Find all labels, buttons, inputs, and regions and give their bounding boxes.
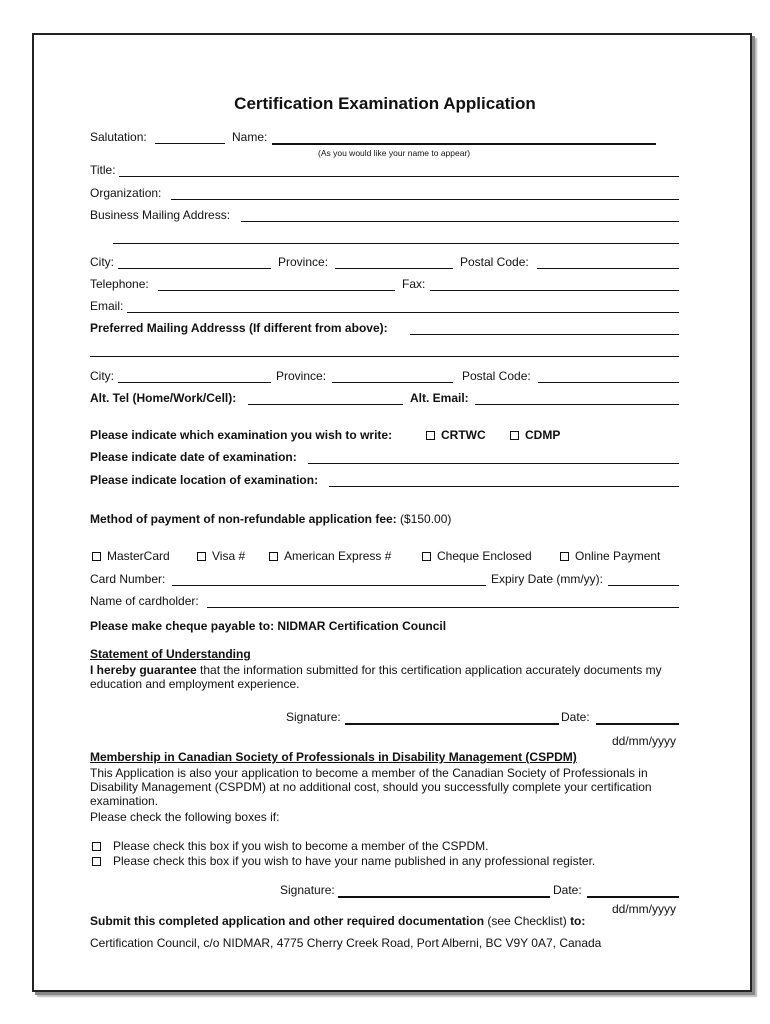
statement-date-label: Date: — [561, 710, 590, 724]
submit-bold: Submit this completed application and other required documentation — [90, 914, 485, 928]
city-field[interactable] — [118, 268, 271, 269]
organization-field[interactable] — [171, 199, 679, 200]
postal-code2-label: Postal Code: — [462, 369, 531, 383]
alt-email-field[interactable] — [475, 404, 679, 405]
mastercard-checkbox[interactable] — [92, 552, 101, 561]
cdmp-option[interactable] — [510, 428, 560, 442]
amex-label: American Express # — [284, 549, 392, 563]
register-check-label: Please check this box if you wish to have your name published in any professional register. — [113, 854, 596, 868]
title-field[interactable] — [119, 176, 679, 177]
submit-address: Certification Council, c/o NIDMAR, 4775 Cherry Creek Road, Port Alberni, BC V9Y 0A7, Canada — [90, 936, 602, 950]
postal-code-label: Postal Code: — [460, 255, 529, 269]
email-label: Email: — [90, 299, 124, 313]
preferred-address-label: Preferred Mailing Addresss (If different from above): — [90, 321, 388, 335]
cdmp-label: CDMP — [525, 428, 561, 442]
city2-label: City: — [90, 369, 114, 383]
card-number-field[interactable] — [172, 585, 486, 586]
alt-tel-field[interactable] — [248, 404, 403, 405]
exam-date-label: Please indicate date of examination: — [90, 450, 297, 464]
membership-signature-label: Signature: — [280, 883, 335, 897]
expiry-field[interactable] — [608, 585, 679, 586]
member-checkbox[interactable] — [92, 842, 101, 851]
membership-date-field[interactable] — [587, 896, 679, 898]
membership-text: This Application is also your application to become a member of the Canadian Society of Professionals in Disability Management (CSPDM) at no additional cost, should you successfully complete your certification examination. — [90, 766, 652, 808]
preferred-address-field[interactable] — [410, 334, 679, 335]
payable-note: Please make cheque payable to: NIDMAR Certification Council — [90, 619, 447, 633]
email-field[interactable] — [127, 312, 679, 313]
payment-fee: ($150.00) — [400, 512, 452, 526]
organization-label: Organization: — [90, 186, 162, 200]
online-label: Online Payment — [575, 549, 661, 563]
membership-heading: Membership in Canadian Society of Professionals in Disability Management (CSPDM) — [90, 750, 577, 764]
cheque-checkbox[interactable] — [422, 552, 431, 561]
statement-date-field[interactable] — [596, 723, 679, 725]
payment-option-amex[interactable] — [269, 549, 391, 563]
visa-label: Visa # — [212, 549, 246, 563]
crtwc-option[interactable] — [426, 428, 486, 442]
expiry-label: Expiry Date (mm/yy): — [491, 572, 604, 586]
submit-instruction — [90, 914, 585, 928]
preferred-address-field-2[interactable] — [90, 356, 679, 357]
statement-signature-field[interactable] — [345, 723, 559, 725]
salutation-field[interactable] — [155, 143, 225, 144]
alt-tel-label: Alt. Tel (Home/Work/Cell): — [90, 391, 237, 405]
cardholder-label: Name of cardholder: — [90, 594, 199, 608]
exam-which-label: Please indicate which examination you wish to write: — [90, 428, 393, 442]
business-address-field[interactable] — [241, 221, 679, 222]
payment-option-mastercard[interactable] — [92, 549, 170, 563]
payment-method-label: Method of payment of non-refundable application fee: — [90, 512, 397, 526]
name-hint: (As you would like your name to appear) — [318, 148, 471, 158]
membership-check-1[interactable] — [92, 839, 489, 853]
province2-field[interactable] — [332, 382, 453, 383]
card-number-label: Card Number: — [90, 572, 166, 586]
exam-location-field[interactable] — [329, 486, 679, 487]
telephone-label: Telephone: — [90, 277, 149, 291]
exam-location-label: Please indicate location of examination: — [90, 473, 319, 487]
payment-option-cheque[interactable] — [422, 549, 532, 563]
fax-field[interactable] — [430, 290, 679, 291]
crtwc-checkbox[interactable] — [426, 431, 435, 440]
membership-check-2[interactable] — [92, 854, 595, 868]
name-label: Name: — [232, 130, 268, 144]
payment-option-online[interactable] — [560, 549, 660, 563]
postal-code-field[interactable] — [537, 268, 679, 269]
cardholder-field[interactable] — [207, 607, 679, 608]
salutation-label: Salutation: — [90, 130, 147, 144]
statement-body: that the information submitted for this certification application accurately documents my education and employment experience. — [90, 663, 662, 691]
province-label: Province: — [278, 255, 329, 269]
membership-date-label: Date: — [553, 883, 582, 897]
mastercard-label: MasterCard — [107, 549, 170, 563]
postal-code2-field[interactable] — [538, 382, 679, 383]
amex-checkbox[interactable] — [269, 552, 278, 561]
online-checkbox[interactable] — [560, 552, 569, 561]
statement-text — [90, 663, 690, 691]
province2-label: Province: — [276, 369, 327, 383]
register-checkbox[interactable] — [92, 857, 101, 866]
membership-date-format: dd/mm/yyyy — [612, 902, 677, 916]
province-field[interactable] — [335, 268, 453, 269]
membership-instruction: Please check the following boxes if: — [90, 810, 280, 824]
membership-signature-field[interactable] — [338, 896, 550, 898]
visa-checkbox[interactable] — [197, 552, 206, 561]
fax-label: Fax: — [402, 277, 426, 291]
submit-to: to: — [570, 914, 586, 928]
city-label: City: — [90, 255, 114, 269]
statement-signature-label: Signature: — [286, 710, 341, 724]
cheque-label: Cheque Enclosed — [437, 549, 532, 563]
telephone-field[interactable] — [158, 290, 395, 291]
member-check-label: Please check this box if you wish to become a member of the CSPDM. — [113, 839, 489, 853]
page-title: Certification Examination Application — [234, 94, 536, 113]
alt-email-label: Alt. Email: — [410, 391, 469, 405]
business-address-label: Business Mailing Address: — [90, 208, 231, 222]
name-field[interactable] — [272, 143, 656, 145]
payment-option-visa[interactable] — [197, 549, 245, 563]
submit-normal: (see Checklist) — [484, 914, 571, 928]
crtwc-label: CRTWC — [441, 428, 486, 442]
city2-field[interactable] — [118, 382, 271, 383]
statement-date-format: dd/mm/yyyy — [612, 734, 677, 748]
title-label: Title: — [90, 163, 116, 177]
cdmp-checkbox[interactable] — [510, 431, 519, 440]
statement-lead: I hereby guarantee — [90, 663, 197, 677]
statement-heading: Statement of Understanding — [90, 647, 251, 661]
exam-date-field[interactable] — [308, 463, 679, 464]
payment-method-row — [90, 512, 451, 526]
business-address-field-2[interactable] — [113, 243, 679, 244]
